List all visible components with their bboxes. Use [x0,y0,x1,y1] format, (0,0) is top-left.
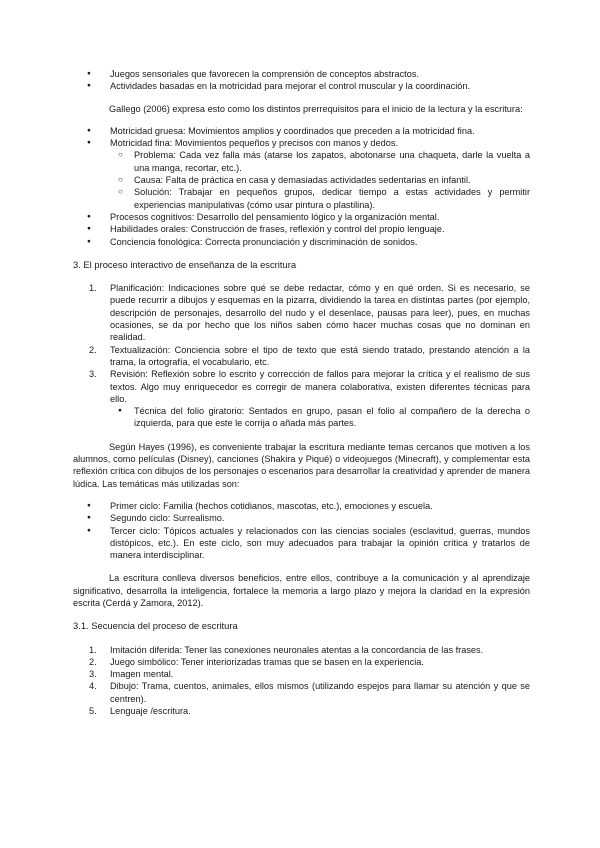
sublist-item: ○ Causa: Falta de práctica en casa y demasiadas actividades sedentarias en infantil. [73,174,530,186]
item-text: Imagen mental. [110,669,174,680]
item-number: 4. [89,681,97,692]
item-text: Imitación diferida: Tener las conexiones neuronales atentas a la concordancia de las frases. [110,644,484,655]
sublist-item: ○ Problema: Cada vez falla más (atarse los zapatos, abotonarse una chaqueta, darle la vuelta a una manga, recortar, etc.). [73,149,530,174]
list-item: ● Segundo ciclo: Surrealismo. [73,512,530,524]
intro-bullet-list [73,68,530,93]
numbered-item [73,344,530,369]
item-text: Textualización: Conciencia sobre el tipo de texto que está siendo tratado, prestando atención a la trama, la ortografía, el vocabulario, etc. [110,344,530,367]
section-3-1-heading: 3.1. Secuencia del proceso de escritura [73,620,238,632]
list-item: ● Tercer ciclo: Tópicos actuales y relacionados con las ciencias sociales (esclavitud, guerras, mundos distópicos, etc.). En este ciclo, son muy adecuados para trabajar la opinión crítica y tratarlos de manera interdisciplinar. [73,525,530,562]
hayes-paragraph: Según Hayes (1996), es conveniente trabajar la escritura mediante temas cercanos que motiven a los alumnos, como películas (Disney), canciones (Shakira y Piqué) o videojuegos (Minecraft), y complementar esta reflexión crítica con dibujos de los personajes o escenarios para desarrollar la creatividad y aprender de manera lúdica. Las temáticas más utilizadas son: [73,441,530,489]
item-number: 5. [89,706,97,717]
item-number: 1. [89,283,97,294]
sublist-item: ○ Solución: Trabajar en pequeños grupos, dedicar tiempo a estas actividades y permitir experiencias manipulativas (cómo usar pintura o plastilina). [73,186,530,211]
section-3-1-numbered-list [73,644,530,718]
list-item: ● Juegos sensoriales que favorecen la comprensión de conceptos abstractos. [73,68,530,80]
numbered-item [73,668,530,680]
numbered-item [73,368,530,429]
list-item: ● Primer ciclo: Familia (hechos cotidianos, mascotas, etc.), emociones y escuela. [73,500,530,512]
revision-sublist [73,405,530,430]
item-number: 3. [89,669,97,680]
list-item: ● Procesos cognitivos: Desarrollo del pensamiento lógico y la organización mental. [73,211,530,223]
section-3-numbered-list [73,282,530,430]
list-item: ● Conciencia fonológica: Correcta pronunciación y discriminación de sonidos. [73,236,530,248]
ciclos-bullet-list [73,500,530,561]
list-item: ● Habilidades orales: Construcción de frases, reflexión y control del propio lenguaje. [73,223,530,235]
item-number: 2. [89,344,97,355]
motricidad-fina-sublist [73,149,530,210]
beneficios-paragraph: La escritura conlleva diversos beneficios, entre ellos, contribuye a la comunicación y al aprendizaje significativo, desarrolla la inteligencia, fortalece la memoria a largo plazo y mejora la claridad en la expresión escrita (Cerdá y Zamora, 2012). [73,573,530,608]
numbered-item [73,644,530,656]
list-item: ● Motricidad gruesa: Movimientos amplios y coordinados que preceden a la motricidad fina. [73,125,530,137]
sublist-item: ● Técnica del folio giratorio: Sentados en grupo, pasan el folio al compañero de la derecha o izquierda, para que este le corrija o añada más partes. [73,405,530,430]
item-number: 3. [89,369,97,380]
section-3-heading: 3. El proceso interactivo de enseñanza de la escritura [73,258,297,270]
item-number: 1. [89,644,97,655]
item-text: Revisión: Reflexión sobre lo escrito y corrección de fallos para mejorar la crítica y el realismo de sus textos. Algo muy enriquecedor es corregir de manera colaborativa, existen diferentes técnicas para ello. [110,369,530,404]
item-text: Lenguaje /escritura. [110,706,191,717]
item-text: Juego simbólico: Tener interiorizadas tramas que se basen en la experiencia. [110,656,424,667]
numbered-item [73,656,530,668]
numbered-item [73,282,530,343]
page-content [73,68,530,717]
item-text: Planificación: Indicaciones sobre qué se debe redactar, cómo y en qué orden. Si es necesario, se puede recurrir a dibujos y esquemas en la pizarra, dividiendo la tarea en distintas partes (por ejemplo, descripción de personajes, desarrollo del nudo y el desenlace, pausas para leer), pues, en muchas ocasiones, se da por hecho que los niños saben cómo hacer muchas cosas que no dominan en realidad. [110,283,530,343]
list-item-text: Motricidad fina: Movimientos pequeños y precisos con manos y dedos. [110,138,399,149]
item-number: 2. [89,656,97,667]
item-text: Dibujo: Trama, cuentos, animales, ellos mismos (utilizando espejos para llamar su atención y que se centren). [110,681,530,704]
prerequisites-list [73,125,530,248]
list-item [73,137,530,211]
numbered-item [73,680,530,705]
numbered-item [73,705,530,717]
gallego-paragraph: Gallego (2006) expresa esto como los distintos prerrequisitos para el inicio de la lectura y la escritura: [109,103,523,114]
list-item: ● Actividades basadas en la motricidad para mejorar el control muscular y la coordinación. [73,80,530,92]
